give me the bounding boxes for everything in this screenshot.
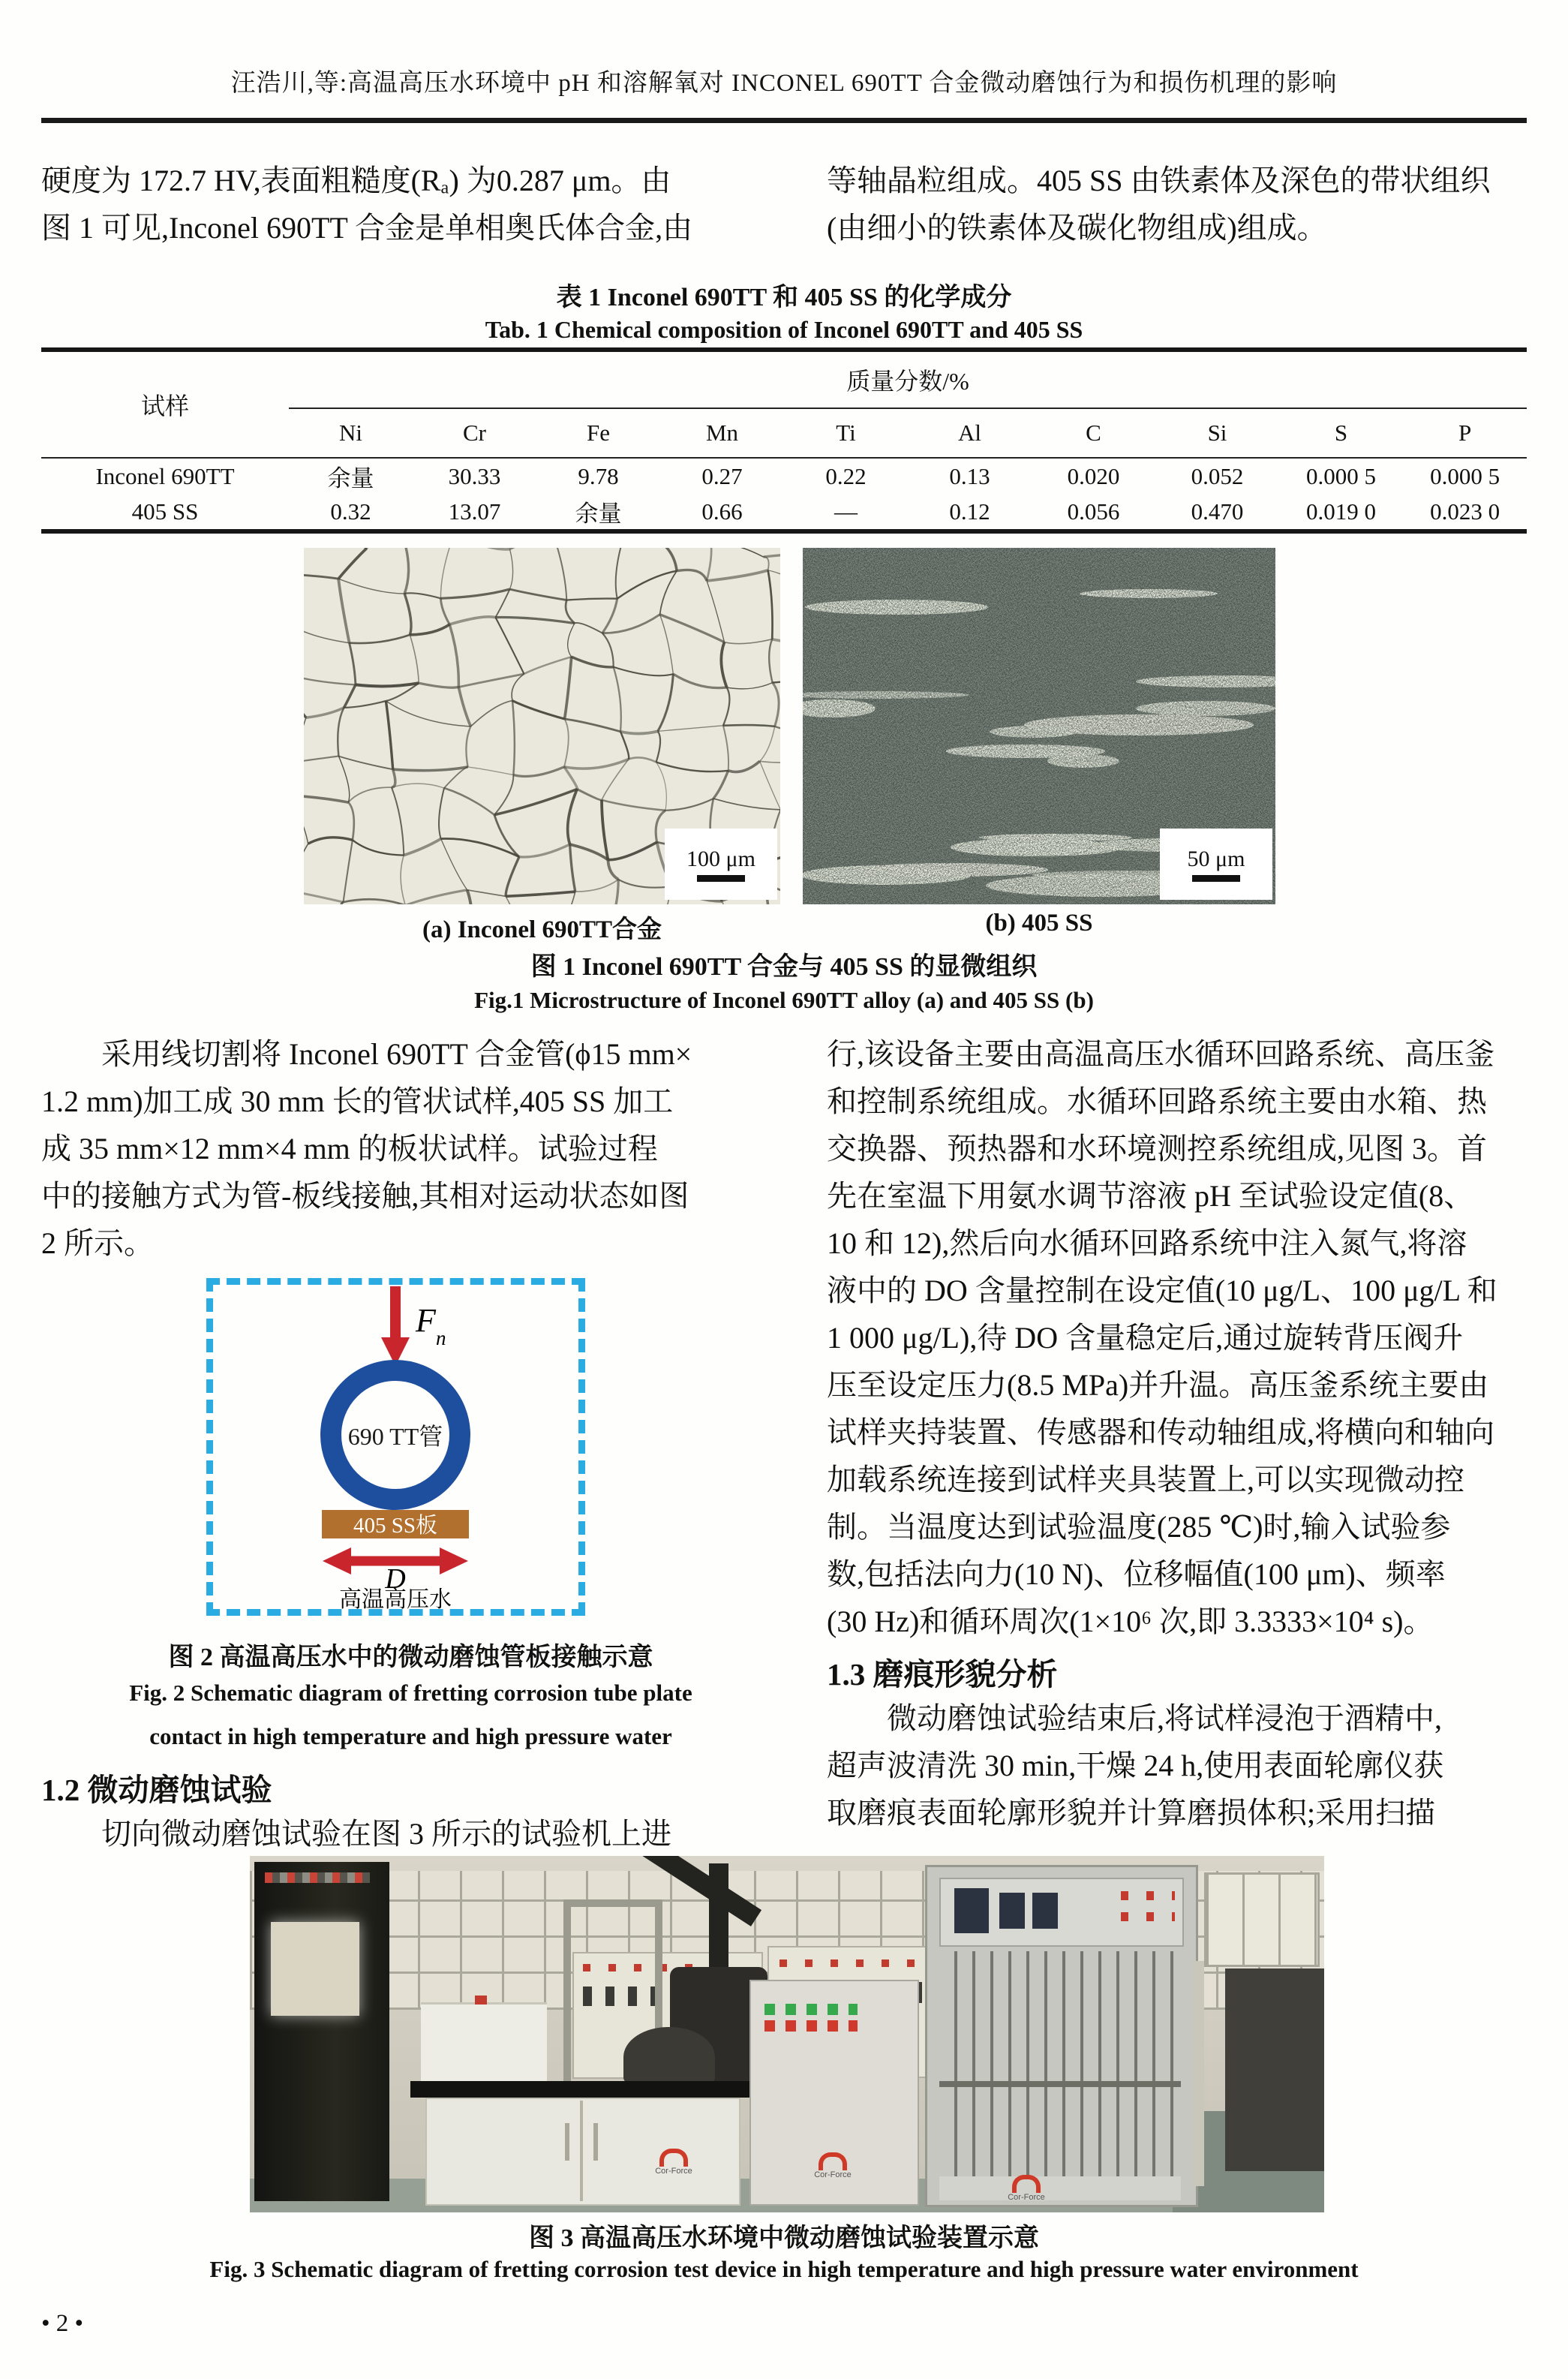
cell: 0.000 5 (1403, 458, 1527, 494)
text-line: 制。当温度达到试验温度(285 ℃)时,输入试验参 (827, 1510, 1451, 1544)
cell: 0.22 (784, 458, 908, 494)
cell: 余量 (575, 501, 622, 527)
table-header-mass-fraction: 质量分数/% (289, 350, 1527, 408)
text-line: (30 Hz)和循环周次(1×10⁶ 次,即 3.3333×10⁴ s)。 (827, 1605, 1434, 1638)
col-header: Si (1207, 420, 1227, 446)
table1-title-en: Tab. 1 Chemical composition of Inconel 690TT and 405 SS (485, 316, 1083, 343)
text-line: 1.2 mm)加工成 30 mm 长的管状试样,405 SS 加工 (41, 1084, 674, 1118)
text-line: 试样夹持装置、传感器和传动轴组成,将横向和轴向 (827, 1415, 1494, 1449)
cell: 13.07 (448, 498, 501, 525)
table1-title-zh: 表 1 Inconel 690TT 和 405 SS 的化学成分 (556, 284, 1012, 311)
text-line: (由细小的铁素体及碳化物组成)组成。 (827, 211, 1327, 245)
photo-water-tank (421, 2002, 547, 2086)
fig3-photo (250, 1856, 1324, 2212)
cell: 0.32 (330, 498, 371, 525)
col-header: Al (958, 420, 981, 446)
corforce-arch-icon (1012, 2175, 1041, 2193)
scale-bar (1192, 875, 1240, 882)
text-line: 2 所示。 (41, 1226, 154, 1260)
photo-display-screen (954, 1888, 989, 1933)
col-header: Fe (587, 420, 610, 446)
fig1-micrograph-b (803, 548, 1275, 904)
fig1-scalebox-b (1160, 829, 1272, 900)
photo-cabinet-door-divider (580, 2101, 583, 2201)
tube-label: 690 TT管 (347, 1423, 443, 1450)
fig3-caption-en: Fig. 3 Schematic diagram of fretting corrosion test device in high temperature and high pressure water environment (209, 2256, 1359, 2282)
table-row (41, 494, 1527, 531)
text-line: 数,包括法向力(10 N)、位移幅值(100 μm)、频率 (827, 1557, 1446, 1591)
fig2-caption-zh: 图 2 高温高压水中的微动磨蚀管板接触示意 (168, 1644, 653, 1671)
page-number: • 2 • (41, 2310, 84, 2337)
photo-rig-frame-crossbar (563, 1899, 662, 1907)
text-line: 等轴晶粒组成。405 SS 由铁素体及深色的带状组织 (827, 164, 1491, 197)
col-header: Cr (463, 420, 486, 446)
intro-left-column (41, 157, 780, 251)
col-header: S (1334, 420, 1348, 446)
cell: 0.019 0 (1306, 498, 1376, 525)
cell: — (834, 498, 858, 525)
scale-bar (697, 875, 745, 882)
table-row (41, 458, 1527, 494)
cell: 30.33 (413, 458, 536, 494)
text-line: 成 35 mm×12 mm×4 mm 的板状试样。试验过程 (41, 1132, 658, 1165)
section-1-3-heading: 1.3 磨痕形貌分析 (827, 1657, 1058, 1692)
corforce-logo-text: Cor-Force (1008, 2193, 1045, 2202)
photo-left-rack (254, 1862, 389, 2201)
cell: 0.020 (1032, 458, 1155, 494)
photo-right-post (1194, 1961, 1204, 2186)
text-line: 液中的 DO 含量控制在设定值(10 μg/L、100 μg/L 和 (827, 1274, 1497, 1307)
fig2-schematic (206, 1278, 585, 1616)
corforce-arch-icon (659, 2149, 688, 2167)
cell: 0.66 (701, 498, 743, 525)
running-header: 汪浩川,等:高温高压水环境中 pH 和溶解氧对 INCONEL 690TT 合金微动磨蚀行为和损伤机理的影响 (230, 70, 1338, 97)
cell-sample: Inconel 690TT (41, 458, 289, 494)
cell: 0.13 (908, 458, 1032, 494)
photo-tank-button (475, 1996, 487, 2005)
chemical-composition-table (41, 347, 1527, 534)
intro-right-column (827, 157, 1530, 251)
photo-display-screen (999, 1893, 1025, 1929)
text-line: 超声波清洗 30 min,干燥 24 h,使用表面轮廓仪获 (827, 1749, 1444, 1782)
text-line: 10 和 12),然后向水循环回路系统中注入氮气,将溶 (827, 1226, 1467, 1260)
photo-rig-frame-post (563, 1899, 571, 2081)
col-header: C (1086, 420, 1101, 446)
cell: 0.056 (1067, 498, 1120, 525)
cell: 0.12 (949, 498, 990, 525)
right-paragraph-1 (827, 1030, 1532, 1645)
header-rule-divider (41, 118, 1527, 123)
photo-rack-indicator-lights (265, 1872, 370, 1883)
photo-rack-screen (271, 1922, 359, 2016)
photo-red-indicators (1121, 1912, 1175, 1921)
cell: 0.000 5 (1279, 458, 1403, 494)
photo-green-buttons (764, 2004, 858, 2015)
photo-cabinet-handle (565, 2123, 569, 2161)
force-label: F (416, 1302, 436, 1339)
text-line: 行,该设备主要由高温高压水循环回路系统、高压釜 (827, 1037, 1494, 1071)
fig1-micrograph-a (304, 548, 780, 904)
fig1-scalebox-a (665, 829, 777, 900)
photo-right-window (1204, 1872, 1320, 1967)
cell: 余量 (289, 458, 413, 494)
fig2-caption-en-1: Fig. 2 Schematic diagram of fretting corrosion tube plate (129, 1680, 692, 1706)
left-paragraph-2 (41, 1810, 780, 1857)
text-line: 取磨痕表面轮廓形貌并计算磨损体积;采用扫描 (827, 1796, 1436, 1830)
col-header: Ni (339, 420, 362, 446)
corforce-logo (640, 2149, 707, 2176)
text-line: 中的接触方式为管-板线接触,其相对运动状态如图 (41, 1179, 689, 1213)
scale-label: 100 μm (686, 846, 755, 871)
photo-right-equipment (1225, 1968, 1324, 2171)
cell: 0.470 (1191, 498, 1244, 525)
text-line: 加载系统连接到试样夹具装置上,可以实现微动控 (827, 1463, 1464, 1496)
photo-sensor-tubes (939, 1951, 1181, 2176)
corforce-logo-text: Cor-Force (814, 2170, 852, 2179)
col-header: P (1458, 420, 1472, 446)
cell-sample: 405 SS (131, 498, 199, 525)
text-line: 压至设定压力(8.5 MPa)并升温。高压釜系统主要由 (827, 1368, 1489, 1402)
cell: 0.023 0 (1430, 498, 1500, 525)
section-1-2-heading: 1.2 微动磨蚀试验 (41, 1773, 272, 1807)
col-header: Ti (836, 420, 856, 446)
fig1-sublabel-a: (a) Inconel 690TT合金 (422, 916, 662, 943)
text-line: 切向微动磨蚀试验在图 3 所示的试验机上进 (101, 1817, 671, 1851)
fig3-caption-zh: 图 3 高温高压水环境中微动磨蚀试验装置示意 (529, 2224, 1039, 2252)
fig1-sublabel-b: (b) 405 SS (985, 910, 1093, 937)
fig1-caption-en: Fig.1 Microstructure of Inconel 690TT alloy (a) and 405 SS (b) (474, 987, 1094, 1013)
table-header-sample: 试样 (140, 392, 189, 420)
cell: 0.052 (1155, 458, 1279, 494)
scale-label: 50 μm (1187, 846, 1245, 871)
text-line: 交换器、预热器和水环境测控系统组成,见图 3。首 (827, 1132, 1487, 1165)
cell: 9.78 (536, 458, 660, 494)
photo-instrument-panel (925, 1865, 1198, 2207)
photo-instrument-footer (939, 2176, 1181, 2200)
text-line: 图 1 可见,Inconel 690TT 合金是单相奥氏体合金,由 (41, 211, 693, 245)
photo-instrument-header (939, 1878, 1184, 1947)
photo-manifold-rail (939, 2081, 1181, 2087)
text-line: 1 000 μg/L),待 DO 含量稳定后,通过旋转背压阀升 (827, 1321, 1464, 1355)
text-line: 先在室温下用氨水调节溶液 pH 至试验设定值(8、 (827, 1179, 1474, 1213)
displacement-arrowhead-left (323, 1547, 351, 1574)
fig1-caption-zh: 图 1 Inconel 690TT 合金与 405 SS 的显微组织 (530, 953, 1038, 981)
photo-panel-indicators (779, 1959, 930, 1967)
corforce-arch-icon (819, 2152, 847, 2170)
plate-label: 405 SS板 (353, 1514, 438, 1538)
text-line: 和控制系统组成。水循环回路系统主要由水箱、热 (827, 1084, 1487, 1118)
photo-autoclave (623, 2027, 715, 2083)
photo-cabinet-handle (593, 2123, 598, 2161)
water-label: 高温高压水 (339, 1587, 452, 1609)
cell: 0.27 (660, 458, 784, 494)
corforce-logo (993, 2175, 1060, 2202)
col-header: Mn (705, 420, 739, 446)
photo-red-indicators (1121, 1891, 1175, 1900)
force-subscript: n (436, 1327, 446, 1349)
corforce-logo (799, 2152, 867, 2179)
corforce-logo-text: Cor-Force (655, 2167, 692, 2176)
photo-display-screen (1032, 1893, 1058, 1929)
left-paragraph-1 (41, 1030, 780, 1267)
text-line: 微动磨蚀试验结束后,将试样浸泡于酒精中, (887, 1701, 1442, 1735)
photo-red-buttons (764, 2020, 858, 2032)
text-line: 采用线切割将 Inconel 690TT 合金管(ϕ15 mm× (101, 1037, 692, 1071)
fig2-caption-en-2: contact in high temperature and high pressure water (149, 1723, 672, 1749)
displacement-label: D (385, 1563, 406, 1595)
displacement-arrowhead-right (440, 1547, 468, 1574)
right-paragraph-2 (827, 1695, 1532, 1836)
text-line: 硬度为 172.7 HV,表面粗糙度(Rₐ) 为0.287 μm。由 (41, 164, 671, 197)
fig2-drawing (213, 1285, 578, 1609)
photo-bench-top (410, 2081, 749, 2098)
